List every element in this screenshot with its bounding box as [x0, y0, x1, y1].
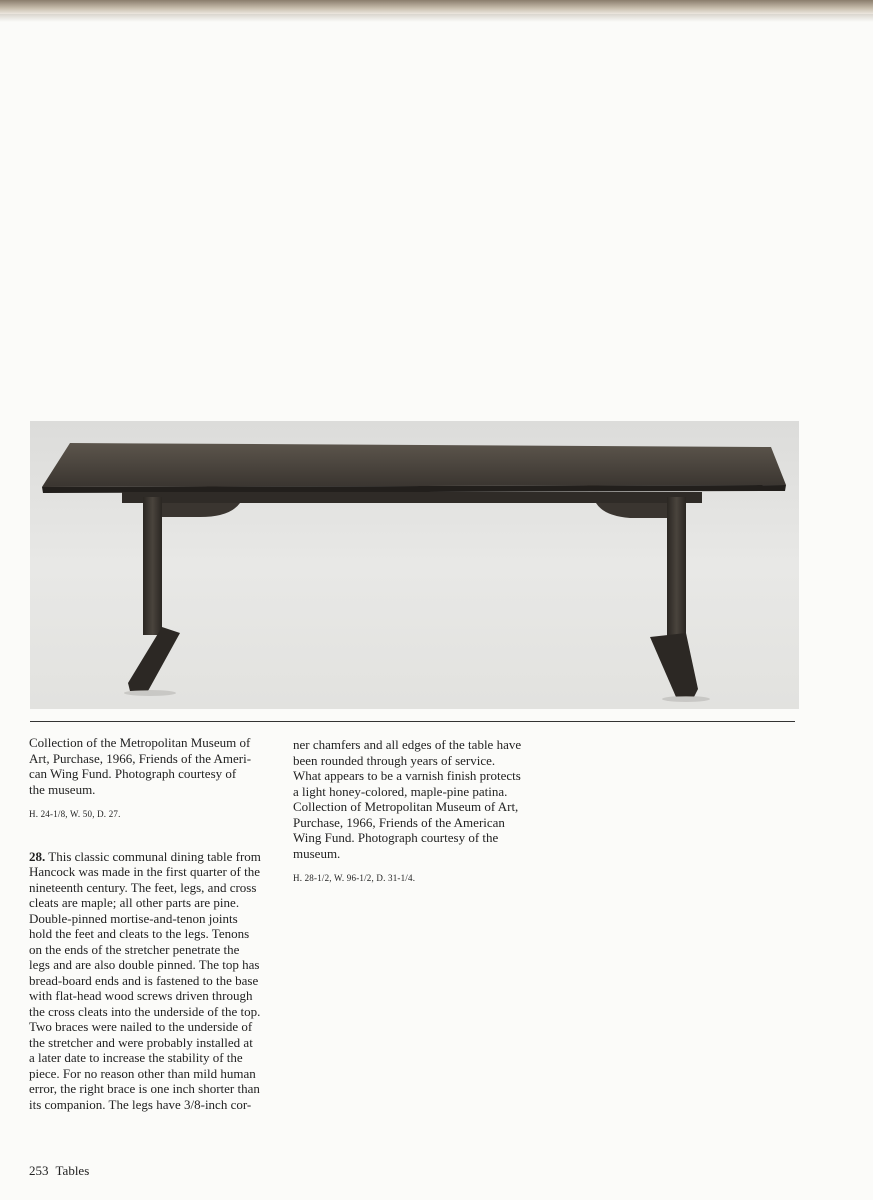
entry-line: What appears to be a varnish finish protects: [293, 768, 521, 783]
entry-line: Collection of Metropolitan Museum of Art,: [293, 799, 519, 814]
entry-line: This classic communal dining table from: [45, 848, 261, 864]
caption-line: can Wing Fund. Photograph courtesy of: [29, 766, 237, 781]
entry-line: Two braces were nailed to the underside of: [29, 1019, 253, 1034]
entry-line: its companion. The legs have 3/8-inch cor-: [29, 1096, 252, 1112]
previous-entry-dimensions: H. 24-1/8, W. 50, D. 27.: [29, 809, 121, 819]
entry-line: piece. For no reason other than mild human: [29, 1065, 256, 1081]
page-top-shadow: [0, 14, 873, 22]
right-leg: [667, 497, 686, 637]
entry-line: Double-pinned mortise-and-tenon joints: [29, 910, 238, 926]
entry-line: the stretcher and were probably installed at: [29, 1034, 253, 1050]
caption-line: Art, Purchase, 1966, Friends of the Ameri-: [29, 750, 252, 766]
left-leg: [143, 497, 162, 635]
page-top-edge: [0, 0, 873, 14]
entry-line: museum.: [293, 845, 341, 861]
caption-line: Collection of the Metropolitan Museum of: [29, 735, 251, 750]
entry-line: been rounded through years of service.: [293, 752, 496, 768]
entry-line: error, the right brace is one inch shorter than: [29, 1081, 260, 1096]
entry-line: nineteenth century. The feet, legs, and cross: [29, 879, 257, 895]
entry-28-dimensions: H. 28-1/2, W. 96-1/2, D. 31-1/4.: [293, 873, 416, 883]
entry-line: hold the feet and cleats to the legs. Tenons: [29, 926, 250, 941]
table-photograph: [30, 421, 799, 709]
entry-line: a later date to increase the stability of the: [29, 1050, 243, 1065]
entry-line: with flat-head wood screws driven through: [29, 988, 253, 1003]
entry-line: cleats are maple; all other parts are pine.: [29, 895, 240, 910]
entry-line: Purchase, 1966, Friends of the American: [293, 814, 505, 830]
entry-number: 28.: [29, 848, 46, 864]
entry-line: on the ends of the stretcher penetrate the: [29, 941, 240, 957]
entry-first-line: [29, 849, 279, 865]
entry-28: [29, 849, 279, 1113]
entry-line: the cross cleats into the underside of the top.: [29, 1003, 261, 1019]
entry-line: Wing Fund. Photograph courtesy of the: [293, 830, 499, 845]
stretcher: [122, 492, 702, 503]
page-footer: [29, 1163, 89, 1179]
entry-line: legs and are also double pinned. The top has: [29, 957, 260, 972]
entry-line: bread-board ends and is fastened to the base: [29, 972, 259, 988]
tabletop: [42, 443, 786, 487]
page-number: 253: [29, 1163, 49, 1178]
caption-line: the museum.: [29, 781, 96, 797]
right-text-column: [293, 737, 543, 887]
left-text-column: [29, 735, 279, 1112]
entry-line: a light honey-colored, maple-pine patina.: [293, 783, 508, 799]
section-title: Tables: [55, 1163, 90, 1178]
entry-line: Hancock was made in the first quarter of the: [29, 864, 261, 879]
previous-entry-caption: [29, 735, 279, 797]
trestle-table-image: [30, 421, 799, 709]
entry-line: ner chamfers and all edges of the table have: [293, 737, 522, 752]
caption-rule: [30, 721, 795, 722]
